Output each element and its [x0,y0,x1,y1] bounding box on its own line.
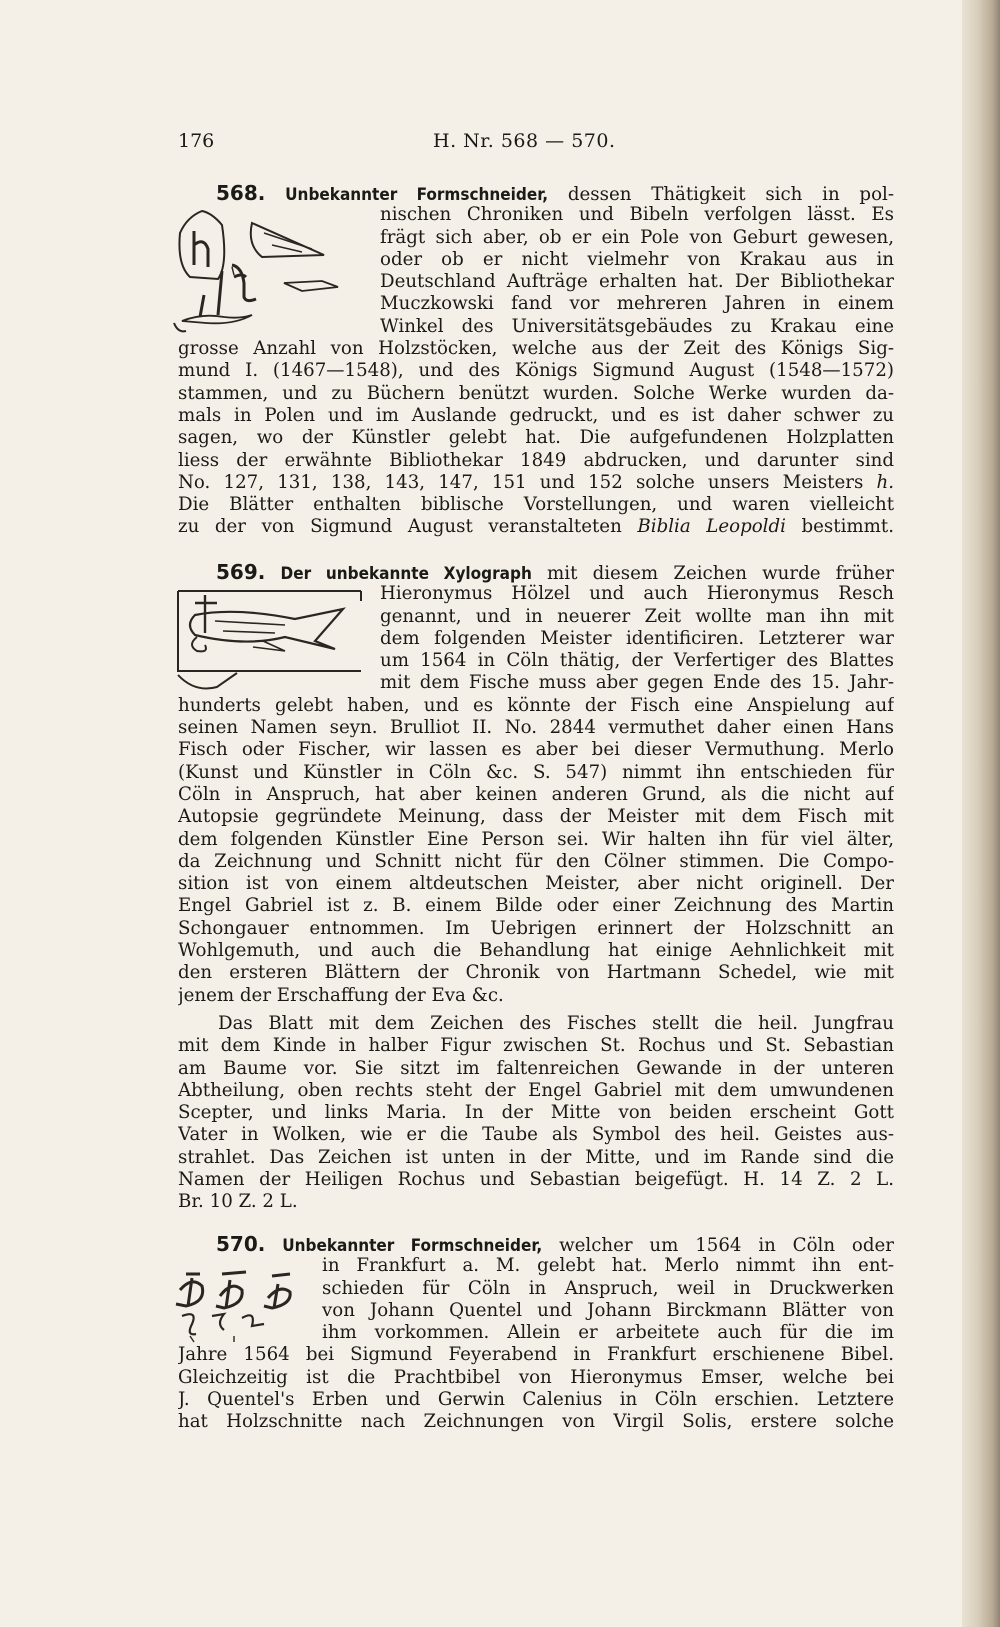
text-line: (Kunst und Künstler in Cöln &c. S. 547) nimmt ihn entschieden für [178,761,894,783]
text-line: hunderts gelebt haben, und es könnte der Fisch eine Anspielung auf [178,694,894,716]
text-line: sition ist von einem altdeutschen Meister, aber nicht originell. Der [178,873,894,895]
text-line: um 1564 in Cöln thätig, der Verfertiger des Blattes [380,650,894,672]
italic-fragment: Biblia Leopoldi [637,516,786,538]
text-line: strahlet. Das Zeichen ist unten in der Mitte, und im Rande sind die [178,1146,894,1168]
entry-569-side-text [380,583,894,694]
text-line [178,472,894,494]
text-line: hat Holzschnitte nach Zeichnungen von Virgil Solis, erstere solche [178,1411,894,1433]
text-line: Vater in Wolken, wie er die Taube als Symbol des heil. Geistes aus- [178,1124,894,1146]
text-line: den ersteren Blättern der Chronik von Hartmann Schedel, wie mit [178,962,894,984]
entry-570-heading-line [216,1233,894,1255]
entry-title: Unbekannter Formschneider, [285,185,549,205]
text-line: in Frankfurt a. M. gelebt hat. Merlo nimmt ihn ent- [322,1255,894,1277]
text-line: grosse Anzahl von Holzstöcken, welche aus der Zeit des Königs Sig- [178,338,894,360]
text-line: mit diesem Zeichen wurde früher [547,563,894,584]
text-line: Winkel des Universitätsgebäudes zu Krakau eine [380,315,894,337]
text-line: Jahre 1564 bei Sigmund Feyerabend in Frankfurt erschienene Bibel. [178,1344,894,1366]
entry-569 [178,561,894,1214]
page-edge-shadow [962,0,1000,1627]
text-line: Hieronymus Hölzel und auch Hieronymus Resch [380,583,894,605]
text-line: oder ob er nicht vielmehr von Krakau aus in [380,248,894,270]
text-line: Namen der Heiligen Rochus und Sebastian beigefügt. H. 14 Z. 2 L. [178,1169,894,1191]
text-line: jenem der Erschaffung der Eva &c. [178,984,504,1006]
entry-568-heading-line [216,182,894,204]
entry-number: 569. [216,561,266,584]
text-line: mit dem Fische muss aber gegen Ende des 15. Jahr- [380,672,894,694]
running-head: H. Nr. 568 — 570. [433,130,616,152]
text-line: Wohlgemuth, und auch die Behandlung hat einige Aehnlichkeit mit [178,940,894,962]
text-line: dem folgenden Meister identificiren. Letzterer war [380,627,894,649]
text-line: nischen Chroniken und Bibeln verfolgen lässt. Es [380,204,894,226]
text-line: Das Blatt mit dem Zeichen des Fisches stellt die heil. Jungfrau [218,1012,894,1034]
entry-570-side-text [322,1255,894,1344]
italic-fragment: h. [876,471,894,493]
text-line: frägt sich aber, ob er ein Pole von Geburt gewesen, [380,226,894,248]
text-line: seinen Namen seyn. Brulliot II. No. 2844 vermuthet daher einen Hans [178,717,894,739]
text-line [178,516,894,538]
text-line: Muczkowski fand vor mehreren Jahren in einem [380,293,894,315]
text-line: Gleichzeitig ist die Prachtbibel von Hieronymus Emser, welche bei [178,1366,894,1388]
text-line: da Zeichnung und Schnitt nicht für den Cölner stimmen. Die Compo- [178,850,894,872]
text-line: dessen Thätigkeit sich in pol- [567,184,894,205]
text-line: Cöln in Anspruch, hat aber keinen anderen Grund, als die nicht auf [178,783,894,805]
entry-568-side-text [380,204,894,338]
text-line: Abtheilung, oben rechts steht der Engel Gabriel mit dem umwundenen [178,1079,894,1101]
text-line: dem folgenden Künstler Eine Person sei. Wir halten ihn für viel älter, [178,828,894,850]
text-line: ihm vorkommen. Allein er arbeitete auch für die im [322,1322,894,1344]
text-fragment: zu der von Sigmund August veranstalteten [178,516,622,538]
text-line: Fisch oder Fischer, wir lassen es aber bei dieser Vermuthung. Merlo [178,739,894,761]
text-line: sagen, wo der Künstler gelebt hat. Die aufgefundenen Holzplatten [178,427,894,449]
text-line: Autopsie gegründete Meinung, dass der Meister mit dem Fisch mit [178,806,894,828]
text-line: genannt, und in neuerer Zeit wollte man ihn mit [380,605,894,627]
text-line: stammen, und zu Büchern benützt wurden. Solche Werke wurden da- [178,382,894,404]
text-line: mals in Polen und im Auslande gedruckt, und es ist daher schwer zu [178,404,894,426]
text-line: liess der erwähnte Bibliothekar 1849 abdrucken, und darunter sind [178,449,894,471]
text-line: Deutschland Aufträge erhalten hat. Der Bibliothekar [380,271,894,293]
entry-570 [178,1233,894,1434]
text-line: Die Blätter enthalten biblische Vorstellungen, und waren vielleicht [178,494,894,516]
text-line: am Baume vor. Sie sitzt im faltenreichen Gewande in der unteren [178,1057,894,1079]
text-line: mit dem Kinde in halber Figur zwischen St. Rochus und St. Sebastian [178,1035,894,1057]
text-fragment: bestimmt. [801,516,894,538]
text-line: von Johann Quentel und Johann Birckmann Blätter von [322,1299,894,1321]
entry-568 [178,182,894,539]
entry-title: Unbekannter Formschneider, [282,1236,543,1256]
text-line: welcher um 1564 in Cöln oder [559,1235,894,1256]
text-line: Br. 10 Z. 2 L. [178,1191,298,1213]
text-line: Scepter, und links Maria. In der Mitte von beiden erscheint Gott [178,1102,894,1124]
entry-title: Der unbekannte Xylograph [280,564,532,584]
page-number: 176 [178,130,215,152]
text-line: Schongauer entnommen. Im Uebrigen erinnert der Holzschnitt an [178,917,894,939]
text-line: Engel Gabriel ist z. B. einem Bilde oder einer Zeichnung des Martin [178,895,894,917]
text-line: J. Quentel's Erben und Gerwin Calenius in Cöln erschien. Letztere [178,1389,894,1411]
page-header [178,130,894,156]
entry-569-heading-line [216,561,894,583]
text-line: schieden für Cöln in Anspruch, weil in Druckwerken [322,1277,894,1299]
entry-number: 568. [216,182,266,205]
text-line: mund I. (1467—1548), und des Königs Sigmund August (1548—1572) [178,360,894,382]
entry-number: 570. [216,1233,266,1256]
text-fragment: No. 127, 131, 138, 143, 147, 151 und 152 solche unsers Meisters [178,471,864,493]
